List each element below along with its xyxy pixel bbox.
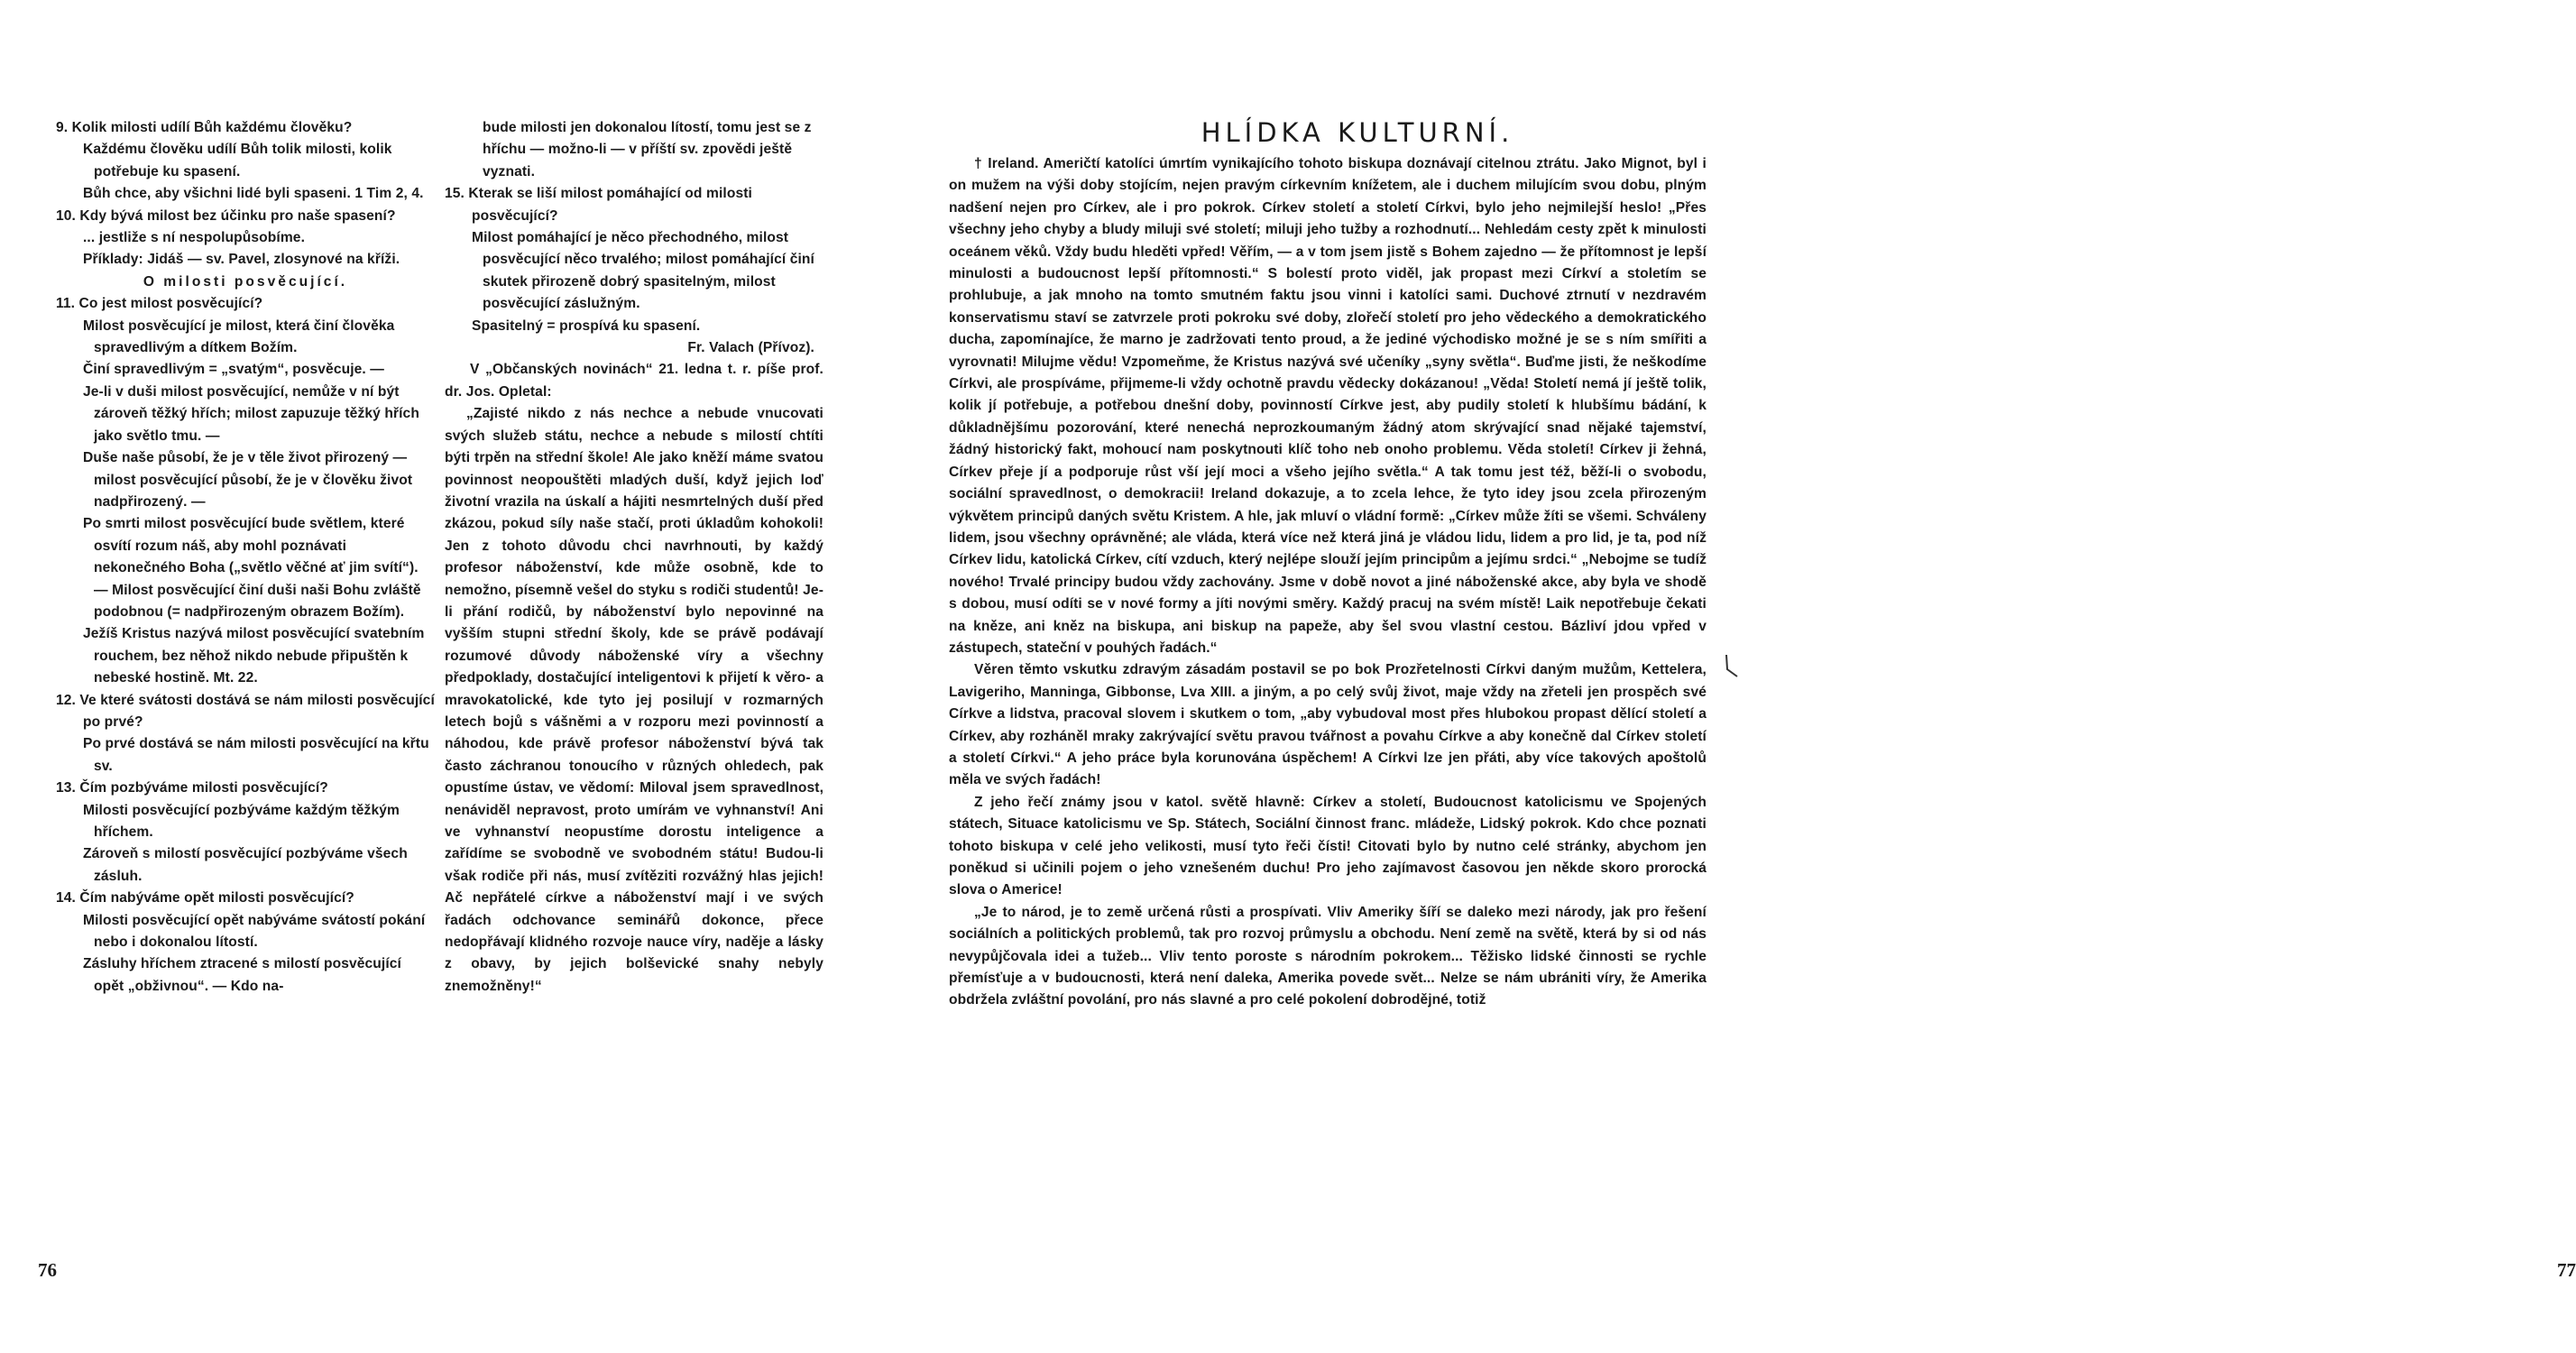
question-13: 13. Čím pozbýváme milosti posvěcující? — [56, 780, 328, 796]
answer-text: Po smrti milost posvěcující bude světlem, které osvítí rozum náš, aby mohl poznávati nekonečného Boha („světlo věčné ať jim svítí“). — Milost posvěcující činí duši naši Bohu zvláště podobnou (= nadpřirozeným obrazem Božím). — [83, 516, 421, 620]
page-number-left: 76 — [38, 1259, 57, 1281]
answer-continuation: bude milosti jen dokonalou lítostí, tomu jest se z hříchu — možno-li — v příští sv. zpovědi ještě vyznati. — [483, 120, 812, 179]
answer-text: ... jestliže s ní nespolupůsobíme. — [83, 230, 306, 246]
answer-text: Každému člověku udílí Bůh tolik milosti, kolik potřebuje ku spasení. — [83, 142, 392, 179]
left-column-1 — [56, 117, 435, 998]
article-paragraph: Z jeho řečí známy jsou v katol. světě hlavně: Církev a století, Budoucnost katolicismu ve Spojených státech, Situace katolicismu ve Sp. Státech, Sociální činnost franc. mládeže, Lidský pokrok. Kdo chce poznati tohoto biskupa v celé jeho velikosti, musí tyto řeči čísti! Citovati bylo by nutno celé stránky, abychom jen poněkud si učinili pojem o jeho vznešeném duchu! Pro jeho zajímavost časovou jen někde skoro prorocká slova o Americe! — [949, 794, 1707, 898]
question-15: 15. Kterak se liší milost pomáhající od milosti posvěcující? — [445, 186, 752, 224]
question-10: 10. Kdy bývá milost bez účinku pro naše spasení? — [56, 207, 396, 224]
answer-text: Ježíš Kristus nazývá milost posvěcující svatebním rouchem, bez něhož nikdo nebude připuštěn k nebeské hostině. Mt. 22. — [83, 626, 425, 686]
question-14: 14. Čím nabýváme opět milosti posvěcující? — [56, 890, 354, 907]
section-title: HLÍDKA KULTURNÍ. — [1201, 117, 1514, 148]
article-paragraph: † Ireland. Američtí katolíci úmrtím vynikajícího tohoto biskupa doznávají citelnou ztrátu. Jako Mignot, byl i on mužem na výši doby stojícím, nejen pravým církevním knížetem, ale i duchem milujícím svou dobu, plným nadšení nejen pro Církev, ale i pro pokrok. Církev století a století Církvi, bylo jeho nejmilejší heslo! „Přes všechny jeho chyby a bludy miluji své století; miluji jeho tužby a rozhodnutí... Nehledám cesty zpět k minulosti oceánem věků. Vždy budu hleděti vpřed! Věřím, — a v tom jsem jistě s Bohem zajedno — že přítomnost je lepší minulosti a budoucnost lepší přítomnosti.“ S bolestí proto viděl, jak propast mezi Církví a stoletím se prohlubuje, a jak mnoho na tomto smutném faktu jsou vinni i katolíci sami. Duchové ztrnutí v nezdravém konservatismu staví se zatvrzele proti pokroku své doby, zlořečí století pro jeho vědeckého a demokratického ducha, zapomínajíce, že marno je zadržovati tento proud, a že jediné východisko možné je se s ním smířiti a vyrovnati! Milujme vědu! Vzpomeňme, že Kristus nazývá své učeníky „syny světla“. Buďme jisti, že neškodíme Církvi, ale prospíváme, přijmeme-li vždy ochotně pravdu vědecky dokázanou! „Věda! Století nemá jí ještě tolik, kolik jí potřebuje, a potřebou dnešní doby, povinností Církve jest, aby pudily století k hlubšímu bádání, k důkladnějšímu pozorování, které nenechá neprozkoumaným žádný atom skrývající snad nějaké tajemství, žádný historický fakt, mohoucí nam poskytnouti klíč toho neb onoho problemu. Věda století! Církev ji žehná, Církev přeje jí a podporuje růst vší její moci a všeho jejího světla.“ A tak tomu jest též, běží-li o svobodu, sociální spravedlnost, o demokracii! Ireland dokazuje, a to zcela lehce, že tyto idey jsou zcela přirozeným výkvětem principů daných světu Kristem. A hle, jak mluví o vládní formě: „Církev může žíti se všemi. Schváleny lidem, jsou všechny oprávněné; ale vláda, která více než která jiná je vládou lidu, lidem a pro lid, je ta, pod níž Církev lidu, katolická Církev, cítí vzduch, který nejlépe slouží jejím principům a jejímu srdci.“ „Nebojme se tudíž nového! Trvalé principy budou vždy zachovány. Jsme v době novot a jiné náboženské akce, aby byla ve shodě s dobou, musí odíti se v nové formy a jíti novými směry. Každý pracuj na svém místě! Laik nepotřebuje čekati na kněze, ani kněz na biskupa, ani biskup na papeže, aby šel svou vlastní cestou. Bázliví jdou vpřed v zástupech, stateční v pouhých řadách.“ — [949, 156, 1707, 656]
answer-text: Spasitelný = prospívá ku spasení. — [472, 318, 701, 334]
answer-text: Milosti posvěcující opět nabýváme svátostí pokání nebo i dokonalou lítostí. — [83, 912, 426, 951]
answer-text: Duše naše působí, že je v těle život přirozený — milost posvěcující působí, že je v člověku život nadpřirozený. — — [83, 450, 413, 510]
answer-text: Milost posvěcující je milost, která činí člověka spravedlivým a dítkem Božím. — [83, 318, 395, 356]
answer-text: Zároveň s milostí posvěcující pozbýváme všech zásluh. — [83, 846, 408, 884]
left-column-2 — [445, 117, 823, 998]
answer-text: Příklady: Jidáš — sv. Pavel, zlosynové na kříži. — [83, 252, 400, 268]
page-number-right: 77 — [2557, 1259, 2576, 1281]
answer-text: Činí spravedlivým = „svatým“, posvěcuje. — — [83, 362, 384, 378]
author-signature: Fr. Valach (Přívoz). — [687, 340, 814, 356]
article-paragraph: „Je to národ, je to země určená růsti a prospívati. Vliv Ameriky šíří se daleko mezi národy, jak pro řešení sociálních a politických problemů, tak pro rozvoj průmyslu a obchodu. Není země na světě, která by si od nás nevypůjčovala idei a tužeb... Vliv tento poroste s národním pokrokem... Těžisko lidské činnosti se rychle přemísťuje a v budoucnosti, která není daleka, Amerika povede svět... Nelze se nám ubrániti víry, že Amerika obdržela zvláštní povolání, pro nás slavné a pro celé pokolení dobrodějné, totiž — [949, 904, 1707, 1008]
margin-pencil-mark — [1725, 653, 1739, 680]
left-page — [0, 0, 888, 1353]
answer-text: Zásluhy hříchem ztracené s milostí posvěcující opět „obživnou“. — Kdo na- — [83, 956, 401, 994]
question-12: 12. Ve které svátosti dostává se nám milosti posvěcující po prvé? — [56, 692, 435, 730]
answer-text: Po prvé dostává se nám milosti posvěcující na křtu sv. — [83, 736, 429, 774]
section-subheading: O milosti posvěcující. — [143, 273, 348, 290]
right-page — [888, 0, 2576, 1353]
newspaper-quote: „Zajisté nikdo z nás nechce a nebude vnucovati svých služeb státu, nechce a nebude s milostí chtíti býti trpěn na střední škole! Ale jako kněží máme svatou povinnost neopouštěti mladých duší, když jejich loď životní vrazila na úskalí a hájiti nesmrtelných duší před zkázou, pokud síly naše stačí, proti úkladům kohokoli! Jen z tohoto důvodu chci navrhnouti, by každý profesor náboženství, kde může osobně, kde to nemožno, písemně vešel do styku s rodiči studentů! Je-li přání rodičů, by náboženství bylo nepovinné na vyšším stupni střední školy, kde se právě podávají rozumové důvody náboženské víry a všechny předpoklady, dostačující inteligentovi k přijetí k věro- a mravokatolické, kde tyto jej posilují v rozmarných letech bojů s vášněmi a v rozporu mezi povinností a náhodou, kde právě profesor náboženství bývá tak často záchranou tonoucího v různých ohledech, pak opustíme ústav, ve vědomí: Miloval jsem spravedlnost, nenáviděl nepravost, proto umírám ve vyhnanství! Ani ve vyhnanství neopustíme dorostu inteligence a zařídíme se svobodně ve svobodném státu! Budou-li však rodiče při nás, musí zvítěziti rozvážný hlas jejich! Ač nepřátelé církve a náboženství mají i ve svých řadách odchovance seminářů dokonce, přece nedopřávají klidného rozvoje nauce víry, naděje a lásky z obavy, by jejich bolševické snahy nebyly znemožněny!“ — [445, 406, 823, 994]
newspaper-intro: V „Občanských novinách“ 21. ledna t. r. píše prof. dr. Jos. Opletal: — [445, 362, 823, 400]
answer-text: Bůh chce, aby všichni lidé byli spaseni. 1 Tim 2, 4. — [83, 186, 424, 202]
article-paragraph: Věren těmto vskutku zdravým zásadám postavil se po bok Prozřetelnosti Církvi daným mužům, Kettelera, Lavigeriho, Manninga, Gibbonse, Lva XIII. a jiným, a po celý svůj život, maje vždy na zřeteli jen prospěch své Církve a lidstva, pracoval slovem i skutkem o tom, „aby vybudoval most přes hlubokou propast dělící století a Církev, aby rozháněl mraky zakrývající světu pravou tvářnost a povahu Církve a aby konečně dal Církev století a století Církvi.“ A jeho práce byla korunována úspěchem! A Církvi lze jen přáti, aby více takových apoštolů měla ve svých řadách! — [949, 662, 1707, 788]
answer-text: Je-li v duši milost posvěcující, nemůže v ní být zároveň těžký hřích; milost zapuzuje těžký hřích jako světlo tmu. — — [83, 383, 419, 444]
answer-text: Milosti posvěcující pozbýváme každým těžkým hříchem. — [83, 802, 400, 840]
question-11: 11. Co jest milost posvěcující? — [56, 296, 263, 312]
question-9: 9. Kolik milosti udílí Bůh každému člověku? — [56, 120, 353, 135]
article-body — [949, 153, 1707, 1012]
answer-text: Milost pomáhající je něco přechodného, milost posvěcující něco trvalého; milost pomáhající činí skutek přirozeně dobrý spasitelným, milost posvěcující záslužným. — [472, 230, 814, 312]
